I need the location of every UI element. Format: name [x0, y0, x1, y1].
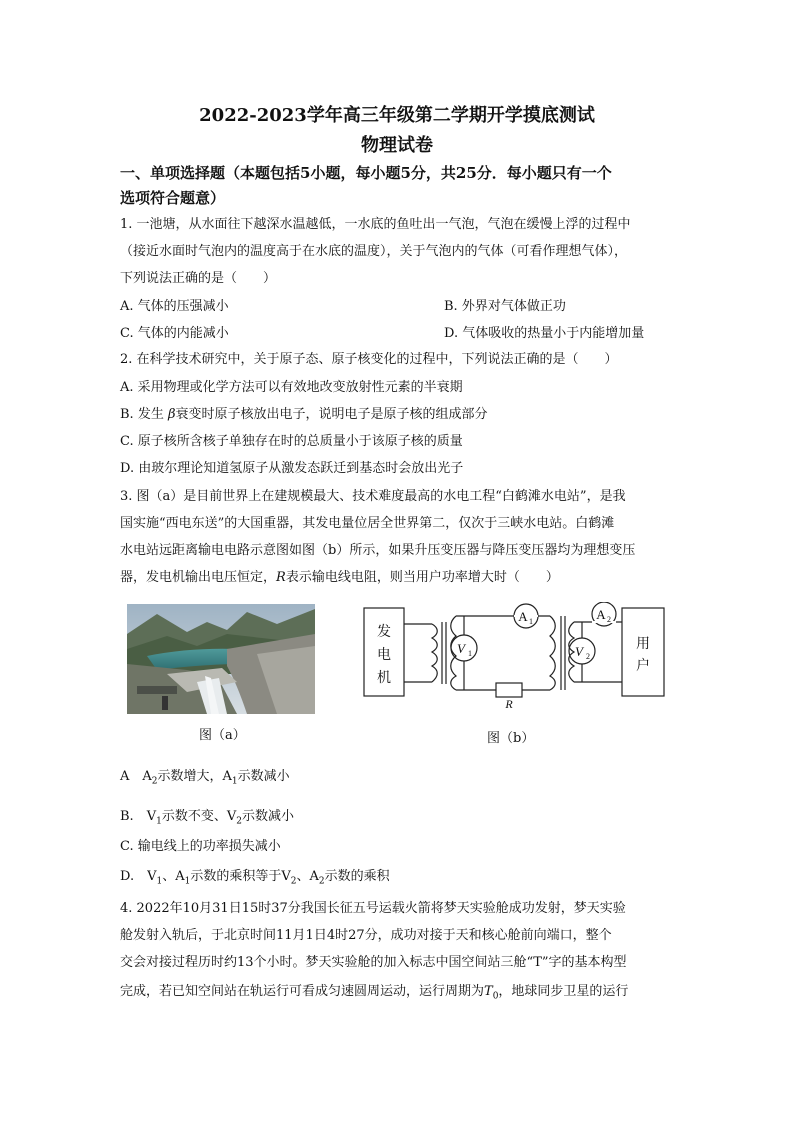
a1-sub: 1 — [529, 617, 533, 626]
a2-label: A — [596, 607, 606, 622]
user-box — [622, 608, 664, 696]
q3-option-a: A $A_2$示数增大，$A_1$示数减小 — [120, 769, 290, 787]
v2-sub: 2 — [586, 652, 590, 661]
resistor-label: R — [505, 697, 513, 710]
q4-stem-line4: 完成，若已知空间站在轨运行可看成匀速圆周运动，运行周期为$T_0$，地球同步卫星的运行 — [120, 984, 629, 1002]
figure-b-caption: 图（b） — [487, 731, 535, 746]
q2-option-b: B. 发生 β衰变时原子核放出电子，说明电子是原子核的组成部分 — [120, 407, 488, 422]
user-char-1: 用 — [636, 637, 650, 652]
a1-label: A — [518, 609, 528, 624]
v1-label: V — [457, 641, 465, 656]
q4-stem-line2: 舱发射入轨后，于北京时间11月1日4时27分，成功对接于天和核心舱前向端口，整个 — [120, 928, 612, 943]
q2-option-d: D. 由玻尔理论知道氢原子从激发态跃迁到基态时会放出光子 — [120, 461, 464, 476]
q1-option-c: C. 气体的内能减小 — [120, 326, 229, 341]
q2-option-c: C. 原子核所含核子单独存在时的总质量小于该原子核的质量 — [120, 434, 463, 449]
v2-label: V — [575, 644, 583, 659]
gen-char-1: 发 — [377, 625, 391, 640]
figure-a-caption: 图（a） — [199, 728, 246, 743]
gen-char-2: 电 — [377, 648, 391, 663]
q4-stem-line3: 交会对接过程历时约13个小时。梦天实验舱的加入标志中国空间站三舱“T”字的基本构型 — [120, 955, 627, 970]
exam-subtitle: 物理试卷 — [361, 135, 433, 156]
q1-option-d: D. 气体吸收的热量小于内能增加量 — [444, 326, 645, 341]
exam-title: 2022-2023学年高三年级第二学期开学摸底测试 — [199, 105, 595, 126]
transmission-circuit-diagram — [360, 602, 668, 710]
dam-photo — [127, 604, 315, 714]
beta-symbol: β — [167, 407, 176, 422]
q4-stem-line1: 4. 2022年10月31日15时37分我国长征五号运载火箭将梦天实验舱成功发射，梦天实验 — [120, 901, 626, 916]
q1-stem-line2: （接近水面时气泡内的温度高于在水底的温度），关于气泡内的气体（可看作理想气体）， — [120, 244, 628, 259]
section-heading: 一、单项选择题（本题包括5小题，每小题5分，共25分．每小题只有一个 — [120, 164, 612, 182]
q3-stem-line1: 3. 图（a）是目前世界上在建规模最大、技术难度最高的水电工程“白鹤滩水电站”，是我 — [120, 489, 626, 504]
a2-sub: 2 — [607, 615, 611, 624]
v1-sub: 1 — [468, 649, 472, 658]
q1-stem-line3: 下列说法正确的是（ ） — [120, 271, 277, 286]
q2-stem: 2. 在科学技术研究中，关于原子态、原子核变化的过程中，下列说法正确的是（ ） — [120, 352, 618, 367]
q3-option-b: B. $V_1$示数不变、$V_2$示数减小 — [120, 809, 294, 827]
q1-option-b: B. 外界对气体做正功 — [444, 299, 566, 314]
q3-stem-line4: 器，发电机输出电压恒定，R表示输电线电阻，则当用户功率增大时（ ） — [120, 570, 559, 585]
q3-stem-line3: 水电站远距离输电电路示意图如图（b）所示，如果升压变压器与降压变压器均为理想变压 — [120, 543, 636, 558]
q1-option-a: A. 气体的压强减小 — [120, 299, 229, 314]
q1-stem-line1: 1. 一池塘，从水面往下越深水温越低，一水底的鱼吐出一气泡，气泡在缓慢上浮的过程中 — [120, 217, 631, 232]
q3-option-d: D. $V_1$、$A_1$示数的乘积等于$V_2$、$A_2$示数的乘积 — [120, 869, 390, 887]
q3-option-c: C. 输电线上的功率损失减小 — [120, 839, 281, 854]
resistor-r — [496, 683, 522, 697]
user-char-2: 户 — [636, 659, 650, 674]
gen-char-3: 机 — [377, 671, 391, 686]
section-heading-cont: 选项符合题意） — [120, 189, 226, 207]
q3-stem-line2: 国实施“西电东送”的大国重器，其发电量位居全世界第二，仅次于三峡水电站。白鹤滩 — [120, 516, 615, 531]
q2-option-a: A. 采用物理或化学方法可以有效地改变放射性元素的半衰期 — [120, 380, 463, 395]
